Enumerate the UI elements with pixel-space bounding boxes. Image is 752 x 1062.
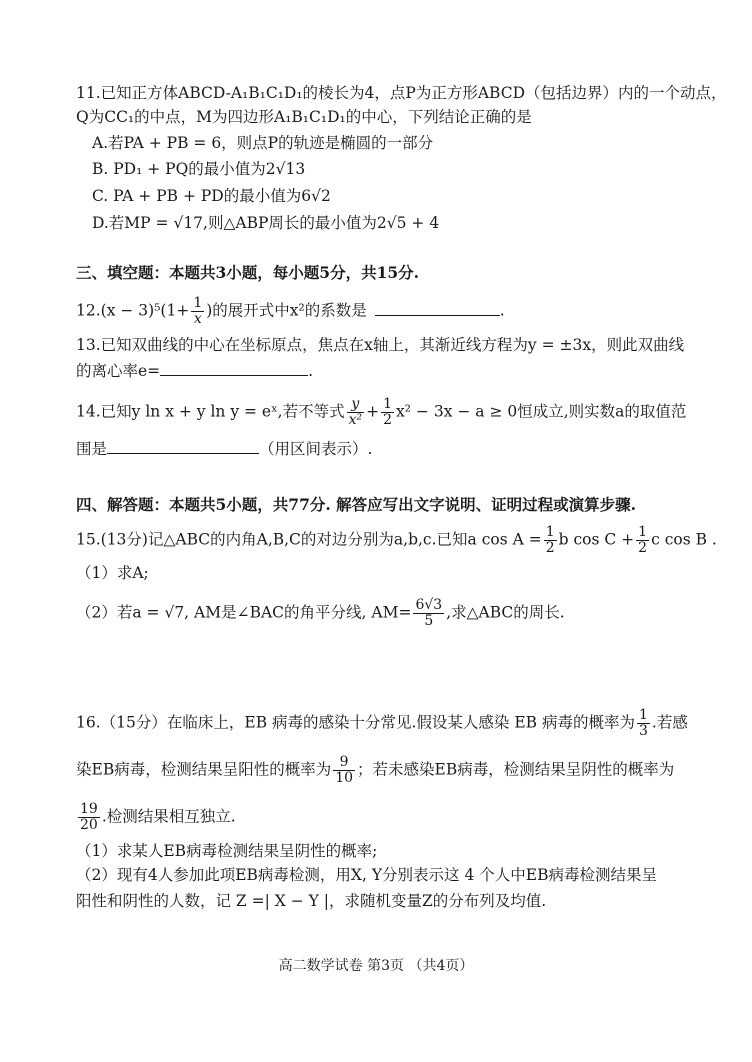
- section-4-title: 四、解答题：本题共5小题，共77分. 解答应写出文字说明、证明过程或演算步骤.: [76, 495, 637, 514]
- q16-part2-line1: （2）现有4人参加此项EB病毒检测，用X, Y分别表示这 4 个人中EB病毒检测结果呈: [76, 866, 657, 884]
- q15-f1-num: 1: [545, 524, 555, 540]
- q14-line2b: （用区间表示）.: [259, 440, 373, 458]
- q16-f1-den: 3: [639, 723, 648, 739]
- q14-plus: +: [366, 402, 380, 421]
- page-footer: 高二数学试卷 第3页 （共4页）: [278, 958, 474, 974]
- q16-l2b: ；若未感染EB病毒，检测结果呈阴性的概率为: [357, 760, 675, 779]
- q12-prefix: 12.(x − 3)⁵(1+: [76, 301, 190, 320]
- q11-stem-line1: 11.已知正方体ABCD-A₁B₁C₁D₁的棱长为4，点P为正方形ABCD（包括边界）内的一个动点，: [76, 84, 727, 102]
- q16-fraction-2: [333, 755, 355, 786]
- q16-line2: [76, 755, 674, 786]
- q16-fraction-1: [637, 708, 650, 739]
- q15-stem-b: b cos C +: [558, 530, 635, 549]
- q14-f1-den: x²: [348, 412, 363, 428]
- q15-part2b: ,求△ABC的周长.: [446, 603, 565, 622]
- q15-part2: [76, 598, 565, 629]
- q13-line1: 13.已知双曲线的中心在坐标原点，焦点在x轴上，其渐近线方程为y = ±3x，则此双曲线: [76, 336, 685, 354]
- q13-answer-blank[interactable]: [160, 361, 308, 376]
- q14-part2: x² − 3x − a ≥ 0恒成立,则实数a的取值范: [396, 402, 687, 421]
- q11-option-b: B. PD₁ + PQ的最小值为2√13: [92, 160, 306, 178]
- q13-line2: [76, 360, 313, 382]
- q15-stem-a: 15.(13分)记△ABC的内角A,B,C的对边分别为a,b,c.已知a cos A =: [76, 530, 542, 549]
- q14-fraction-2: [381, 397, 394, 428]
- q15-fraction-2: [636, 525, 649, 556]
- q13-end: .: [308, 362, 314, 380]
- q15-f2-den: 2: [638, 540, 648, 556]
- q15-part2a: （2）若a = √7, AM是∠BAC的角平分线, AM=: [76, 603, 412, 622]
- q11-option-c: C. PA + PB + PD的最小值为6√2: [92, 187, 331, 205]
- q14-f2-num: 1: [383, 396, 393, 412]
- q16-f2-den: 10: [335, 770, 354, 786]
- q14-line1: [76, 397, 686, 428]
- q14-line2: [76, 438, 372, 460]
- q15-part1: （1）求A;: [76, 564, 149, 582]
- q12-frac-num: 1: [193, 295, 203, 311]
- q16-line1: [76, 708, 688, 739]
- q11-option-d: D.若MP = √17,则△ABP周长的最小值为2√5 + 4: [92, 214, 440, 232]
- q16-part1: （1）求某人EB病毒检测结果呈阴性的概率;: [76, 842, 378, 860]
- q14-answer-blank[interactable]: [107, 439, 259, 454]
- q12-end: .: [499, 301, 505, 320]
- q14-f1-num: y: [347, 397, 365, 413]
- q15-f2-num: 1: [638, 524, 648, 540]
- q16-part2-line2: 阳性和阴性的人数，记 Z =| X − Y |，求随机变量Z的分布列及均值.: [76, 892, 547, 910]
- q15-f1-den: 2: [545, 540, 555, 556]
- q15-p2-num: 6√3: [415, 597, 443, 613]
- q16-f1-num: 1: [639, 707, 648, 723]
- q15-p2-den: 5: [424, 613, 434, 629]
- q14-f2-den: 2: [383, 412, 393, 428]
- q14-line2a: 围是: [76, 440, 108, 458]
- q15-part2-fraction: [413, 598, 444, 629]
- q16-line3: [76, 802, 236, 833]
- section-3-title: 三、填空题：本题共3小题，每小题5分，共15分.: [76, 263, 420, 282]
- q16-l2a: 染EB病毒，检测结果呈阳性的概率为: [76, 760, 332, 779]
- q16-l1b: .若感: [651, 713, 688, 732]
- q12-answer-blank[interactable]: [375, 301, 500, 316]
- q16-l1a: 16.（15分）在临床上，EB 病毒的感染十分常见.假设某人感染 EB 病毒的概率为: [76, 713, 635, 732]
- q14-part1: 14.已知y ln x + y ln y = eˣ,若不等式: [76, 402, 345, 421]
- q12-line: [76, 296, 505, 327]
- q16-f3-num: 19: [80, 801, 98, 817]
- q16-f2-num: 9: [333, 755, 355, 771]
- q16-f3-den: 20: [80, 817, 98, 833]
- q14-fraction-1: [347, 397, 365, 428]
- q12-frac-den: x: [193, 311, 202, 327]
- q11-stem-line2: Q为CC₁的中点，M为四边形A₁B₁C₁D₁的中心，下列结论正确的是: [76, 108, 532, 126]
- q13-prefix: 的离心率e=: [76, 362, 161, 380]
- q15-fraction-1: [544, 525, 557, 556]
- q15-stem-c: c cos B .: [651, 530, 717, 549]
- q11-option-a: A.若PA + PB = 6，则点P的轨迹是椭圆的一部分: [92, 134, 434, 152]
- q15-stem: [76, 525, 717, 556]
- q12-suffix: )的展开式中x²的系数是: [206, 301, 367, 320]
- q12-fraction: [191, 296, 204, 327]
- q16-fraction-3: [78, 802, 100, 833]
- q16-l3: .检测结果相互独立.: [101, 807, 236, 826]
